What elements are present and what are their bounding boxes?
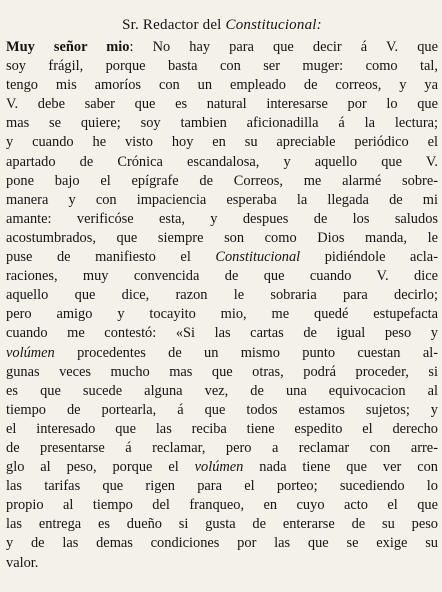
line-text: las entrega es dueño si gusta de enterarse de su peso: [6, 516, 438, 533]
line-text: manera y con impaciencia esperaba la llegada de mi: [6, 191, 438, 208]
letter-body: [6, 38, 438, 573]
text-line: [6, 210, 438, 229]
text-line: [6, 401, 438, 420]
heading-newspaper-name: Constitucional:: [225, 17, 322, 33]
line-text: soy frágil, porque basta con ser muger: como tal,: [6, 58, 438, 75]
line-text: las tarifas que rigen para el porteo; sucediendo lo: [6, 478, 438, 495]
line-text: y de las demas condiciones por las que se exige su: [6, 535, 438, 552]
text-line: [6, 133, 438, 152]
text-line: [6, 496, 438, 515]
text-line: [6, 363, 438, 382]
line-text: acostumbrados, que siempre son como Dios manda, le: [6, 229, 438, 246]
text-line: [6, 324, 438, 343]
line-text: pidiéndole acla-: [300, 249, 438, 266]
text-line: [6, 229, 438, 248]
text-line: [6, 305, 438, 324]
line-text: aquello que dice, razon le sobraria para decirlo;: [6, 287, 438, 304]
line-text: raciones, muy convencida de que cuando V. dice: [6, 268, 438, 285]
line-text: gunas veces mucho mas que otras, podrá proceder, si: [6, 363, 438, 380]
text-line: [6, 344, 438, 363]
text-line: [6, 76, 438, 95]
text-line: [6, 57, 438, 76]
line-text: el interesado que las reciba tiene espedito el derecho: [6, 420, 438, 437]
line-text: valor.: [6, 554, 39, 571]
text-line: [6, 191, 438, 210]
line-text: pone bajo el epígrafe de Correos, me alarmé sobre-: [6, 172, 438, 189]
text-line: [6, 420, 438, 439]
text-line: [6, 554, 438, 573]
line-text: propio al tiempo del franqueo, en cuyo acto el que: [6, 497, 438, 514]
line-text: : No hay para que decir á V. que: [129, 39, 438, 55]
italic-text: volúmen: [194, 459, 244, 476]
line-text: pero amigo y tocayito mio, me quedé estupefacta: [6, 306, 438, 323]
text-line: [6, 248, 438, 267]
heading-addressee: Sr. Redactor del: [122, 17, 226, 33]
text-line: [6, 534, 438, 553]
line-text: tengo mis amoríos con un empleado de correos, y ya: [6, 77, 438, 94]
line-text: glo al peso, porque el: [6, 459, 195, 476]
text-line: [6, 267, 438, 286]
line-text: puse de manifiesto el: [6, 249, 216, 266]
salutation: Muy señor mio: [6, 39, 130, 55]
italic-text: volúmen: [6, 344, 55, 361]
text-line: [6, 172, 438, 191]
line-text: y cuando he visto hoy en su apreciable periódico el: [6, 134, 438, 151]
line-text: apartado de Crónica escandalosa, y aquello que V.: [6, 153, 438, 170]
line-text: nada tiene que ver con: [243, 459, 438, 476]
line-text: amante: verificóse esta, y despues de los saludos: [6, 210, 438, 227]
line-text: es que sucede alguna vez, de una equivocacion al: [6, 382, 438, 399]
italic-text: Constitucional: [215, 249, 301, 266]
line-text: mas se quiere; soy tambien aficionadilla á la lectura;: [6, 115, 438, 132]
text-line: [6, 439, 438, 458]
text-line: [6, 153, 438, 172]
text-line: [6, 458, 438, 477]
text-line: [6, 286, 438, 305]
text-line: [6, 515, 438, 534]
text-line: [6, 114, 438, 133]
line-text: cuando me contestó: «Si las cartas de igual peso y: [6, 325, 438, 342]
letter-heading: [6, 16, 438, 34]
line-text: tiempo de portearla, á que todos estamos sujetos; y: [6, 401, 438, 418]
salutation-line: [6, 38, 438, 57]
line-text: procedentes de un mismo punto cuestan al-: [54, 344, 438, 361]
line-text: V. debe saber que es natural interesarse por lo que: [6, 96, 438, 113]
text-line: [6, 477, 438, 496]
text-line: [6, 95, 438, 114]
text-line: [6, 382, 438, 401]
line-text: de presentarse á reclamar, pero a reclamar con arre-: [6, 439, 438, 456]
